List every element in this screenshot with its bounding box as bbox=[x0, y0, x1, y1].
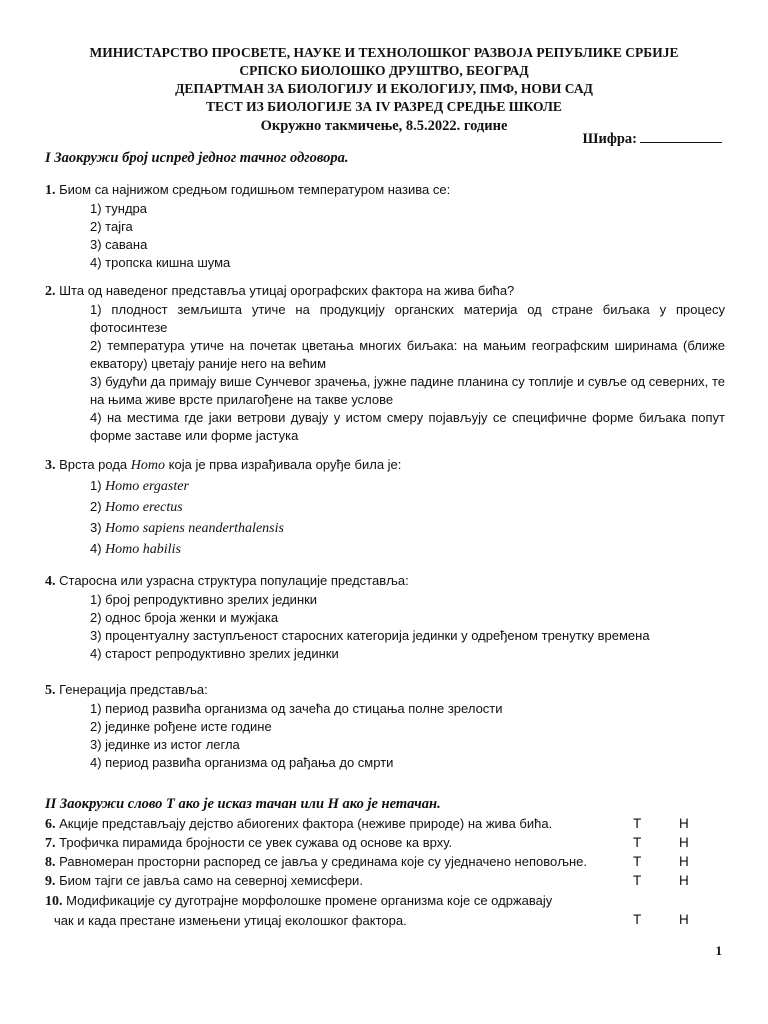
statement-text: Трофичка пирамида бројности се увек сужава од основе ка врху. bbox=[59, 835, 453, 850]
option: 2) јединке рођене исте године bbox=[90, 719, 272, 734]
option: 1) плодност земљишта утиче на продукцију органских материја од стране биљака у процесу фотосинтезе bbox=[90, 302, 725, 335]
code-label: Шифра: bbox=[582, 131, 637, 147]
statement-9: 9. Биом тајги се јавља само на северној хемисфери. Т Н bbox=[45, 873, 689, 889]
question-text: Шта од наведеног представља утицај орографских фактора на жива бића? bbox=[59, 283, 515, 298]
species-name: Homo sapiens neanderthalensis bbox=[105, 521, 284, 536]
question-number: 4. bbox=[45, 574, 56, 589]
false-option[interactable]: Н bbox=[679, 873, 689, 888]
option: 1) тундра bbox=[90, 201, 147, 216]
option: 2) температура утиче на почетак цветања многих биљака: на мањим географским ширинама (ближе екватору) цветају раније него на већим bbox=[90, 338, 725, 371]
statement-7: 7. Трофичка пирамида бројности се увек сужава од основе ка врху. Т Н bbox=[45, 835, 689, 851]
section-2-title: II Заокружи слово Т ако је исказ тачан или Н ако је нетачан. bbox=[45, 796, 441, 812]
false-option[interactable]: Н bbox=[679, 835, 689, 850]
option: 2) тајга bbox=[90, 219, 133, 234]
option: 1) Homo ergaster bbox=[90, 478, 189, 494]
true-option[interactable]: Т bbox=[633, 854, 642, 869]
true-option[interactable]: Т bbox=[633, 835, 642, 850]
option: 4) на местима где јаки ветрови дувају у истом смеру појављују се специфичне форме биљака попут форме заставе или форме јастука bbox=[90, 410, 725, 443]
page-number: 1 bbox=[715, 943, 722, 958]
option: 2) однос броја женки и мужјака bbox=[90, 610, 279, 625]
option: 3) Homo sapiens neanderthalensis bbox=[90, 520, 284, 536]
option: 4) период развића организма од рађања до смрти bbox=[90, 755, 394, 770]
option: 1) број репродуктивно зрелих јединки bbox=[90, 592, 318, 607]
document-header bbox=[0, 44, 768, 136]
option: 3) савана bbox=[90, 237, 148, 252]
statement-text: Равномеран просторни распоред се јавља у срединама које су уједначено неповољне. bbox=[59, 854, 588, 869]
option: 2) Homo erectus bbox=[90, 499, 183, 515]
option: 1) период развића организма од зачећа до стицања полне зрелости bbox=[90, 701, 503, 716]
statement-8: 8. Равномеран просторни распоред се јавља у срединама које су уједначено неповољне. Т Н bbox=[45, 854, 689, 870]
question-text: Генерација представља: bbox=[59, 682, 208, 697]
species-name: Homo habilis bbox=[105, 542, 181, 557]
genus-name: Homo bbox=[130, 458, 166, 473]
question-number: 2. bbox=[45, 284, 56, 299]
statement-6: 6. Акције представљају дејство абиогених фактора (неживе природе) на жива бића. Т Н bbox=[45, 816, 689, 832]
question-2 bbox=[45, 282, 725, 445]
statement-text: Модификације су дуготрајне морфолошке промене организма које се одржавају bbox=[66, 893, 553, 908]
question-number: 3. bbox=[45, 458, 56, 473]
question-text-start: Врста рода bbox=[59, 457, 128, 472]
header-test-title: ТЕСТ ИЗ БИОЛОГИЈЕ ЗА IV РАЗРЕД СРЕДЊЕ ШКОЛЕ bbox=[206, 99, 562, 114]
header-society: СРПСКО БИОЛОШКО ДРУШТВО, БЕОГРАД bbox=[239, 63, 529, 78]
option: 3) будући да примају више Сунчевог зрачења, јужне падине планина су топлије и сувље од северних, те на њима живе врсте прилагођене на такве услове bbox=[90, 374, 725, 407]
code-field bbox=[583, 130, 722, 148]
true-option[interactable]: Т bbox=[633, 912, 642, 927]
statement-text-continued: чак и када престане измењени утицај еколошког фактора. bbox=[54, 913, 407, 928]
question-4 bbox=[45, 572, 725, 663]
question-number: 1. bbox=[45, 183, 56, 198]
false-option[interactable]: Н bbox=[679, 854, 689, 869]
option: 3) јединке из истог легла bbox=[90, 737, 240, 752]
species-name: Homo erectus bbox=[105, 500, 183, 515]
true-option[interactable]: Т bbox=[633, 873, 642, 888]
section-1-title: I Заокружи број испред једног тачног одговора. bbox=[45, 150, 349, 166]
question-text-end: која је прва израђивала оруђе била је: bbox=[168, 457, 402, 472]
false-option[interactable]: Н bbox=[679, 912, 689, 927]
statement-text: Биом тајги се јавља само на северној хемисфери. bbox=[59, 873, 363, 888]
species-name: Homo ergaster bbox=[105, 479, 189, 494]
true-option[interactable]: Т bbox=[633, 816, 642, 831]
header-contest: Окружно такмичење, 8.5.2022. године bbox=[260, 118, 508, 134]
option: 4) Homo habilis bbox=[90, 541, 181, 557]
question-number: 5. bbox=[45, 683, 56, 698]
header-department: ДЕПАРТМАН ЗА БИОЛОГИЈУ И ЕКОЛОГИЈУ, ПМФ, НОВИ САД bbox=[175, 81, 593, 96]
option: 3) процентуалну заступљеност старосних категорија јединки у одређеном тренутку времена bbox=[90, 628, 650, 643]
question-3 bbox=[45, 456, 725, 560]
question-5 bbox=[45, 681, 725, 772]
question-text: Биом са најнижом средњом годишњом температуром назива се: bbox=[59, 182, 451, 197]
header-ministry: МИНИСТАРСТВО ПРОСВЕТЕ, НАУКЕ И ТЕХНОЛОШКОГ РАЗВОЈА РЕПУБЛИКЕ СРБИЈЕ bbox=[89, 45, 679, 60]
code-blank-line bbox=[640, 130, 722, 143]
false-option[interactable]: Н bbox=[679, 816, 689, 831]
option: 4) тропска кишна шума bbox=[90, 255, 231, 270]
question-1 bbox=[45, 181, 725, 272]
option: 4) старост репродуктивно зрелих јединки bbox=[90, 646, 339, 661]
statement-10: 10. Модификације су дуготрајне морфолошке промене организма које се одржавају чак и када престане измењени утицај еколошког фактора. Т Н bbox=[45, 891, 725, 930]
question-text: Старосна или узрасна структура популације представља: bbox=[59, 573, 409, 588]
statement-text: Акције представљају дејство абиогених фактора (неживе природе) на жива бића. bbox=[59, 816, 553, 831]
